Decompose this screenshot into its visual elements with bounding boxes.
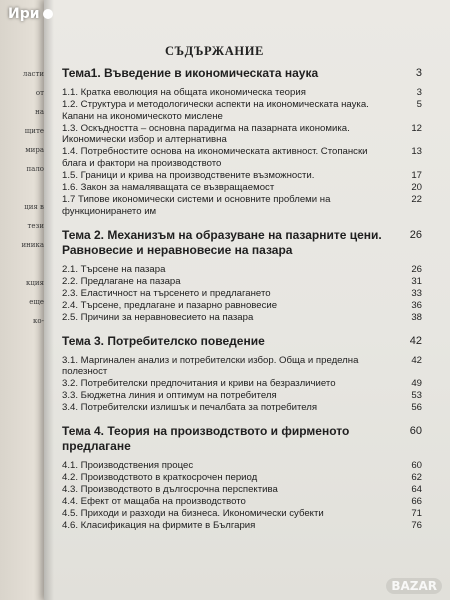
toc-item [62, 484, 422, 496]
toc-item [62, 402, 422, 414]
toc-item-page: 17 [411, 170, 422, 182]
section-page-number: 42 [409, 334, 422, 347]
section-title: Тема 4. Теория на производството и фирменото предлагане [62, 423, 350, 453]
left-page-fragment: кция [26, 279, 44, 287]
toc-item-text: 1.4. Потребностите основа на икономическата активност. Стопански блага и фактори на производството [62, 146, 368, 170]
toc-item-text: 4.1. Производствения процес [62, 459, 194, 471]
site-badge-text: Ири [8, 6, 40, 22]
toc-item-page: 33 [411, 287, 422, 299]
toc-section-heading [62, 66, 422, 81]
toc-item-page: 12 [411, 122, 422, 134]
left-page-fragment: ласти [22, 70, 44, 78]
toc-item [62, 276, 422, 288]
gutter-shadow [44, 0, 54, 600]
toc-item-text: 1.5. Граници и крива на производствените възможности. [62, 170, 315, 182]
toc-item [62, 146, 422, 169]
left-page-fragment: ко- [33, 317, 44, 325]
toc-item-text: 2.4. Търсене, предлагане и пазарно равновесие [62, 299, 278, 311]
section-page-number: 26 [409, 228, 422, 241]
toc-item-text: 4.4. Ефект от мащаба на производството [62, 496, 246, 508]
toc-item-page: 49 [411, 378, 422, 390]
toc-item-text: 1.7 Типове икономически системи и основните проблеми на функционирането им [62, 194, 331, 217]
toc-item [62, 378, 422, 390]
toc-section-heading [62, 424, 422, 454]
toc-item [62, 508, 422, 520]
toc-item-list [62, 87, 422, 218]
toc-item-text: 1.3. Оскъдността – основна парадигма на пазарната икономика. Икономически избор и алтернативна [62, 122, 350, 146]
left-page-fragment: мира [25, 146, 44, 154]
toc-item [62, 194, 422, 217]
toc-item [62, 170, 422, 182]
toc-item-text: 2.5. Причини за неравновесието на пазара [62, 311, 254, 323]
left-page-fragment: щите [24, 127, 44, 135]
toc-item-page: 66 [411, 496, 422, 508]
toc-item-page: 56 [411, 402, 422, 414]
watermark: BAZAR [386, 578, 442, 594]
left-page-fragment: иника [21, 241, 44, 249]
toc-item-page: 42 [411, 354, 422, 366]
left-page [0, 0, 48, 600]
toc-item-page: 60 [411, 459, 422, 471]
toc-title: СЪДЪРЖАНИЕ [165, 44, 264, 58]
toc-item [62, 496, 422, 508]
toc-item-page: 26 [411, 263, 422, 275]
toc-item-page: 5 [416, 99, 422, 111]
left-page-fragment: от [35, 89, 44, 97]
toc-item [62, 87, 422, 99]
section-page-number: 60 [409, 424, 422, 437]
toc-item [62, 460, 422, 472]
toc-item-page: 22 [411, 194, 422, 206]
toc-item-list [62, 460, 422, 532]
toc-item [62, 312, 422, 324]
toc-item-text: 3.2. Потребителски предпочитания и криви на безразличието [62, 378, 336, 390]
toc-item-list [62, 355, 422, 414]
toc-item-page: 36 [411, 299, 422, 311]
toc-item [62, 264, 422, 276]
toc-item-page: 20 [411, 182, 422, 194]
toc-item-text: 3.1. Маргинален анализ и потребителски избор. Обща и пределна полезност [62, 354, 359, 378]
table-of-contents [62, 66, 422, 542]
toc-item [62, 288, 422, 300]
toc-item-text: 3.4. Потребителски излишък и печалбата за потребителя [62, 402, 318, 414]
toc-item [62, 355, 422, 378]
site-badge [8, 6, 53, 22]
toc-item-page: 13 [411, 146, 422, 158]
toc-item-text: 4.3. Производството в дългосрочна перспектива [62, 484, 278, 496]
toc-item-page: 53 [411, 390, 422, 402]
left-page-fragment: еще [29, 298, 44, 306]
section-page-number: 3 [415, 67, 422, 79]
toc-section [62, 66, 422, 218]
toc-item-text: 2.3. Еластичност на търсенето и предлагането [62, 287, 271, 299]
toc-item-list [62, 264, 422, 324]
toc-item-text: 1.6. Закон за намаляващата се възвращаемост [62, 182, 275, 194]
toc-item-page: 64 [411, 484, 422, 496]
section-title: Тема 2. Механизъм на образуване на пазарните цени. Равновесие и неравновесие на пазара [62, 227, 382, 257]
toc-section [62, 424, 422, 532]
toc-item [62, 182, 422, 194]
toc-item-text: 1.2. Структура и методологически аспекти на икономическата наука. Капани на икономическото мислене [62, 99, 369, 122]
toc-item-text: 2.1. Търсене на пазара [62, 263, 166, 275]
toc-section-heading [62, 334, 422, 349]
toc-item-text: 4.5. Приходи и разходи на бизнеса. Икономически субекти [62, 508, 324, 520]
toc-item-text: 3.3. Бюджетна линия и оптимум на потребителя [62, 390, 277, 402]
left-page-fragment: на [35, 108, 44, 116]
section-title: Тема1. Въведение в икономическата наука [62, 66, 319, 80]
toc-item-page: 31 [411, 275, 422, 287]
toc-item-page: 76 [411, 520, 422, 532]
toc-item [62, 123, 422, 146]
toc-item-text: 1.1. Кратка еволюция на общата икономическа теория [62, 87, 306, 98]
toc-section [62, 334, 422, 414]
toc-item-page: 62 [411, 472, 422, 484]
toc-item-page: 38 [411, 311, 422, 323]
toc-item-text: 2.2. Предлагане на пазара [62, 275, 181, 287]
toc-section-heading [62, 228, 422, 258]
badge-dot-icon [43, 9, 53, 19]
section-title: Тема 3. Потребителско поведение [62, 333, 265, 348]
toc-item-text: 4.2. Производството в краткосрочен период [62, 472, 258, 484]
left-page-fragment: ция в [24, 203, 44, 211]
toc-item-page: 71 [411, 508, 422, 520]
toc-item-page: 3 [416, 87, 422, 98]
toc-item-text: 4.6. Класификация на фирмите в България [62, 520, 256, 532]
left-page-fragment: тези [27, 222, 44, 230]
toc-item [62, 99, 422, 122]
toc-item [62, 520, 422, 532]
toc-item [62, 472, 422, 484]
left-page-fragment: пало [26, 165, 44, 173]
toc-item [62, 390, 422, 402]
toc-item [62, 300, 422, 312]
toc-section [62, 228, 422, 324]
